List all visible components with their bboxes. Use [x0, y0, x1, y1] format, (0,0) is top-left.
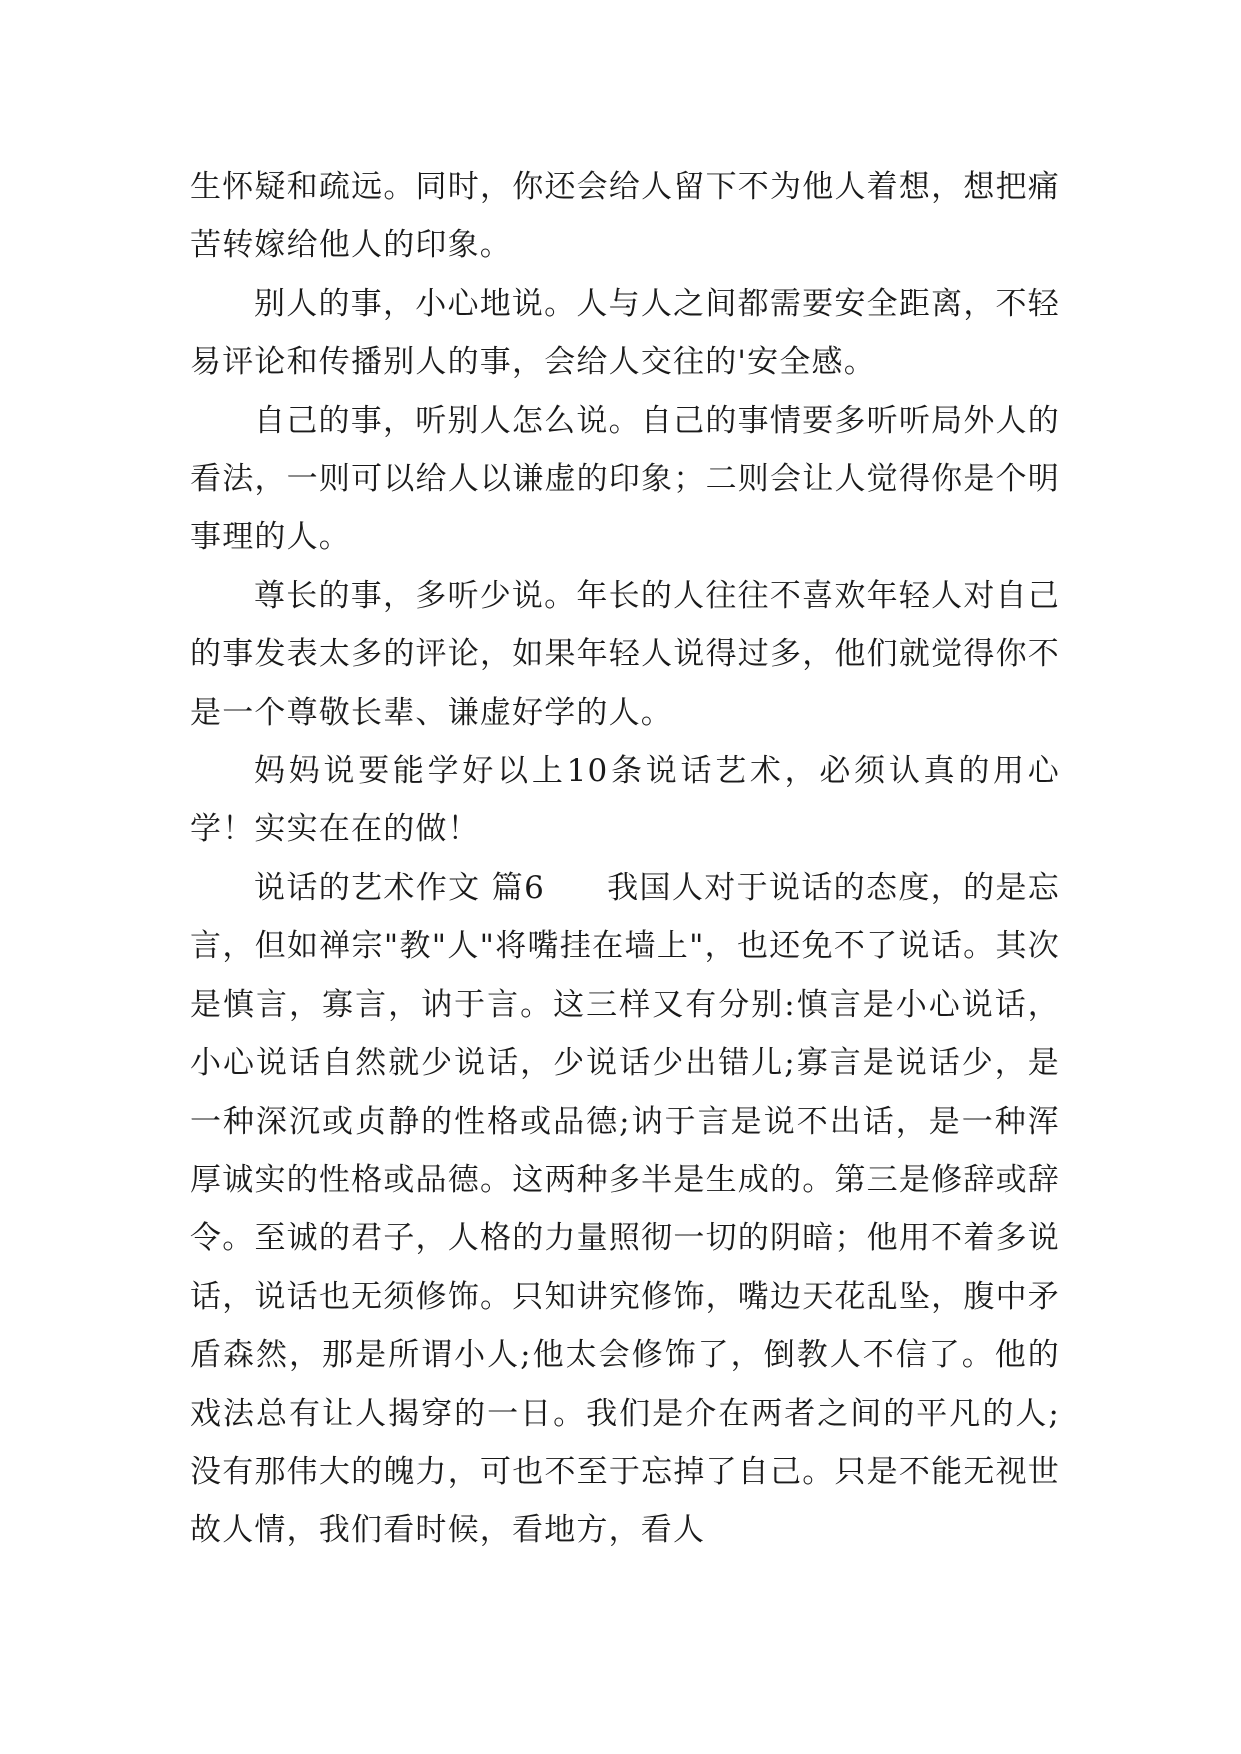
paragraph-5: 妈妈说要能学好以上10条说话艺术，必须认真的用心学！实实在在的做！ — [190, 753, 1060, 848]
document-body — [190, 158, 1060, 1560]
section-body: 我国人对于说话的态度，的是忘言，但如禅宗"教"人"将嘴挂在墙上"，也还免不了说话。其次是慎言，寡言，讷于言。这三样又有分别:慎言是小心说话，小心说话自然就少说话，少说话少出错儿;寡言是说话少，是一种深沉或贞静的性格或品德;讷于言是说不出话，是一种浑厚诚实的性格或品德。这两种多半是生成的。第三是修辞或辞令。至诚的君子，人格的力量照彻一切的阴暗；他用不着多说话，说话也无须修饰。只知讲究修饰，嘴边天花乱坠，腹中矛盾森然，那是所谓小人;他太会修饰了，倒教人不信了。他的戏法总有让人揭穿的一日。我们是介在两者之间的平凡的人;没有那伟大的魄力，可也不至于忘掉了自己。只是不能无视世故人情，我们看时候，看地方，看人 — [190, 869, 1060, 1549]
paragraph-4: 尊长的事，多听少说。年长的人往往不喜欢年轻人对自己的事发表太多的评论，如果年轻人说得过多，他们就觉得你不是一个尊敬长辈、谦虚好学的人。 — [190, 577, 1060, 731]
section-heading: 说话的艺术作文 篇6 — [254, 869, 545, 906]
section-paragraph — [190, 859, 1060, 1560]
paragraph-2: 别人的事，小心地说。人与人之间都需要安全距离，不轻易评论和传播别人的事，会给人交往的'安全感。 — [190, 285, 1060, 381]
paragraph-1: 生怀疑和疏远。同时，你还会给人留下不为他人着想，想把痛苦转嫁给他人的印象。 — [190, 169, 1060, 264]
paragraph-3: 自己的事，听别人怎么说。自己的事情要多听听局外人的看法，一则可以给人以谦虚的印象；二则会让人觉得你是个明事理的人。 — [190, 402, 1060, 556]
